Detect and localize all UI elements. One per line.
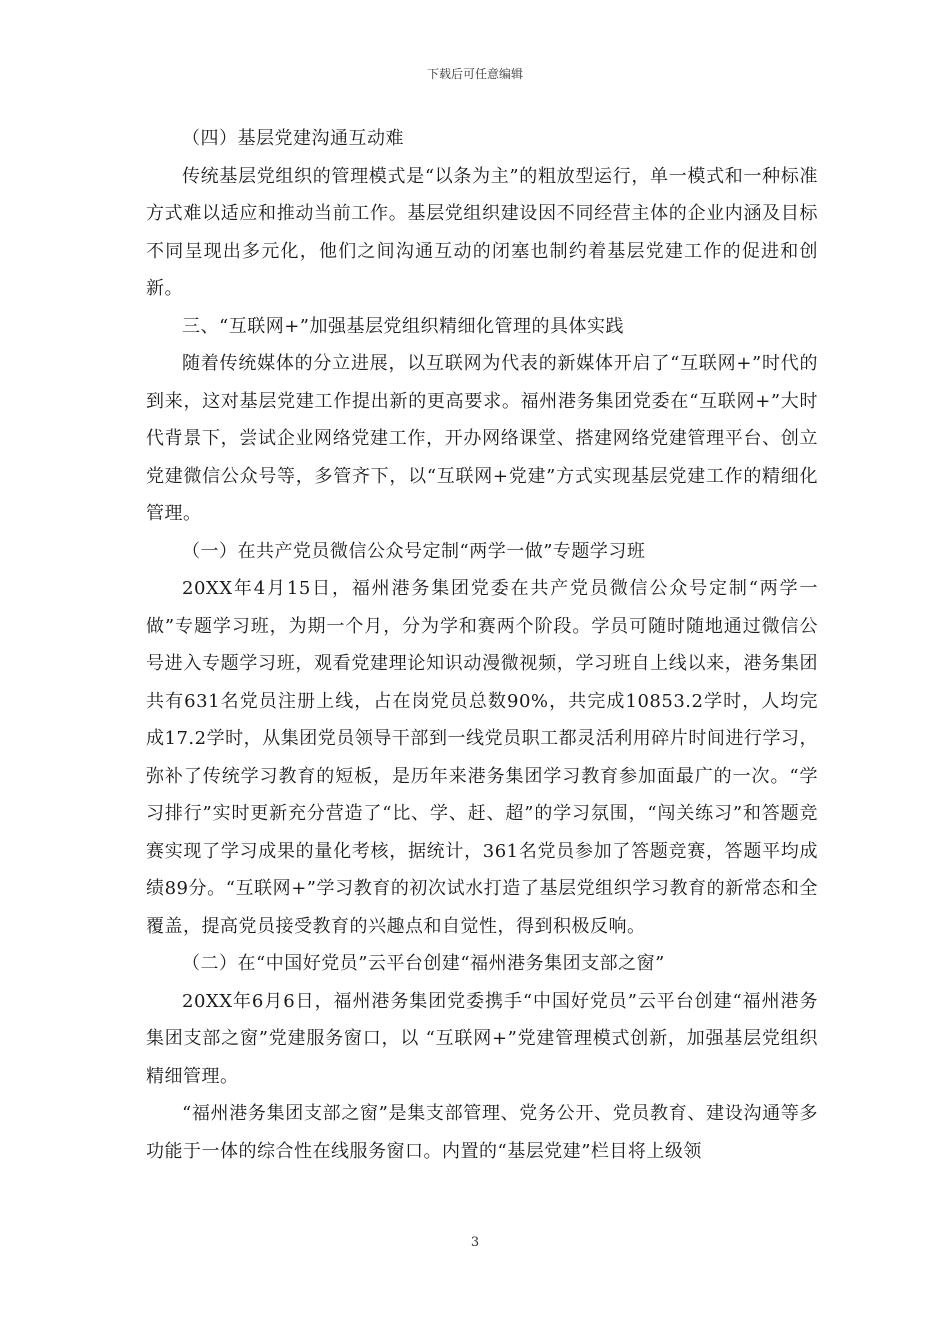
section-heading-1: （一）在共产党员微信公众号定制“两学一做”专题学习班 [182,540,646,562]
chapter-heading-3: 三、“互联网+”加强基层党组织精细化管理的具体实践 [182,315,624,337]
body-paragraph: 传统基层党组织的管理模式是“以条为主”的粗放型运行，单一模式和一种标准方式难以适应和推动当前工作。基层党组织建设因不同经营主体的企业内涵及目标不同呈现出多元化，他们之间沟通互动的闭塞也制约着基层党建工作的促进和创新。 [146,165,818,299]
page-number: 3 [470,1235,480,1250]
page-header-note: 下载后可任意编辑 [426,67,523,81]
section-heading-2: （二）在“中国好党员”云平台创建“福州港务集团支部之窗” [182,953,665,974]
body-paragraph: 20XX年6月6日，福州港务集团党委携手“中国好党员”云平台创建“福州港务集团支部之窗”党建服务窗口，以 “互联网+”党建管理模式创新，加强基层党组织精细管理。 [146,990,818,1087]
body-paragraph: 20XX年4月15日，福州港务集团党委在共产党员微信公众号定制“两学一做”专题学习班，为期一个月，分为学和赛两个阶段。学员可随时随地通过微信公号进入专题学习班，观看党建理论知识动漫微视频，学习班自上线以来，港务集团共有631名党员注册上线，占在岗党员总数90%，共完成10853.2学时，人均完成17.2学时，从集团党员领导干部到一线党员职工都灵活利用碎片时间进行学习，弥补了传统学习教育的短板，是历年来港务集团学习教育参加面最广的一次。“学习排行”实时更新充分营造了“比、学、赶、超”的学习氛围，“闯关练习”和答题竞赛实现了学习成果的量化考核，据统计，361名党员参加了答题竞赛，答题平均成绩89分。“互联网+”学习教育的初次试水打造了基层党组织学习教育的新常态和全覆盖，提高党员接受教育的兴趣点和自觉性，得到积极反响。 [146,578,818,937]
document-body [146,120,818,1170]
body-paragraph: “福州港务集团支部之窗”是集支部管理、党务公开、党员教育、建设沟通等多功能于一体的综合性在线服务窗口。内置的“基层党建”栏目将上级领 [146,1103,818,1162]
body-paragraph: 随着传统媒体的分立进展，以互联网为代表的新媒体开启了“互联网+”时代的到来，这对基层党建工作提出新的更高要求。福州港务集团党委在“互联网+”大时代背景下，尝试企业网络党建工作，开办网络课堂、搭建网络党建管理平台、创立党建微信公众号等，多管齐下，以“互联网+党建”方式实现基层党建工作的精细化管理。 [146,353,818,524]
section-heading-4: （四）基层党建沟通互动难 [182,128,404,149]
